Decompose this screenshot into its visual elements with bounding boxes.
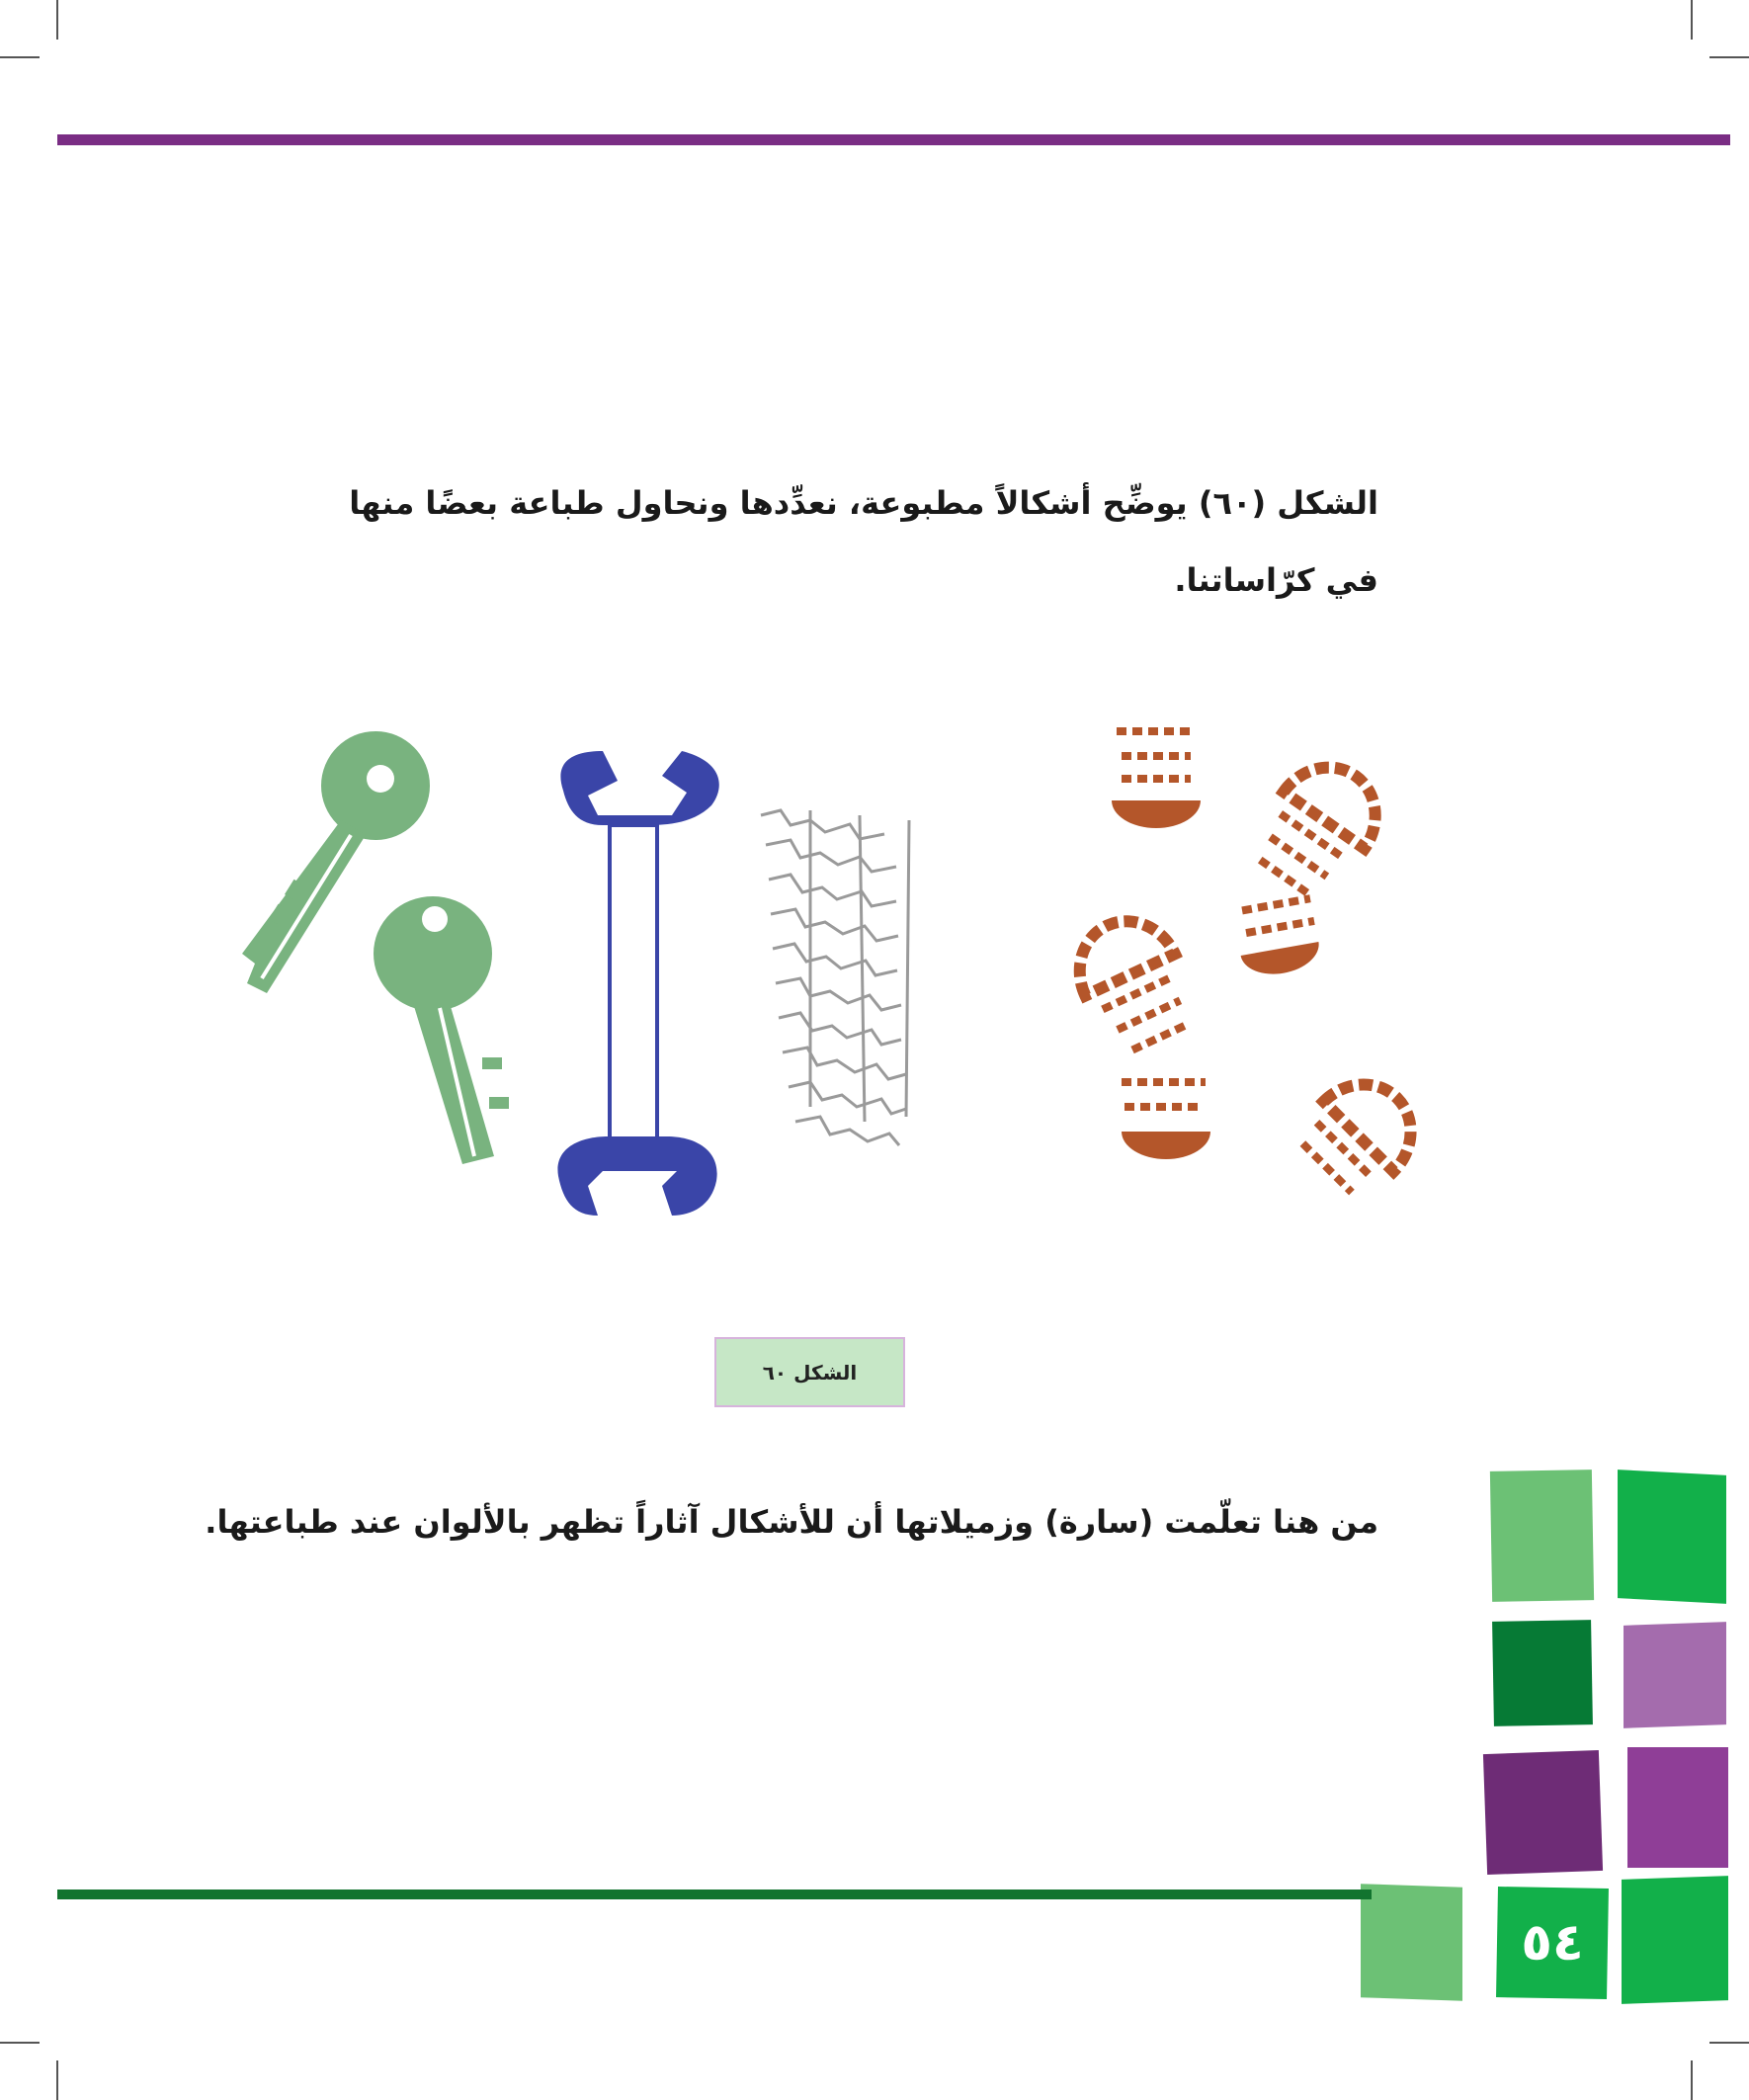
decor-square [1622,1876,1728,2004]
crop-mark [0,56,40,58]
page-number: ٥٤ [1521,1913,1584,1973]
crop-mark [56,2060,58,2100]
footprint-icon [1062,731,1432,1203]
figure-caption: الشكل ٦٠ [714,1337,905,1407]
decor-square [1490,1470,1594,1602]
key-icon [374,896,509,1164]
crop-mark [1691,2060,1693,2100]
decor-square [1627,1747,1728,1868]
figure-60-illustration [227,712,1462,1245]
crop-mark [1709,56,1749,58]
conclusion-paragraph: من هنا تعلّمت (سارة) وزميلاتها أن للأشكال آثاراً تظهر بالألوان عند طباعتها. [205,1503,1378,1541]
decor-square [1483,1750,1603,1875]
tire-track-icon [761,810,909,1145]
top-rule [57,134,1730,145]
crop-mark [56,0,58,40]
figure-svg [227,712,1462,1245]
crop-mark [1709,2042,1749,2044]
intro-paragraph: الشكل (٦٠) يوضِّح أشكالاً مطبوعة، نعدِّدها ونحاول طباعة بعضًا منها في كرّاساتنا. [349,484,1378,599]
decor-square [1618,1470,1726,1604]
crop-mark [0,2042,40,2044]
wrench-icon [557,751,718,1216]
decor-square [1492,1620,1593,1726]
crop-mark [1691,0,1693,40]
bottom-rule [57,1890,1372,1899]
decor-square [1624,1622,1726,1728]
decor-square [1361,1884,1462,2001]
